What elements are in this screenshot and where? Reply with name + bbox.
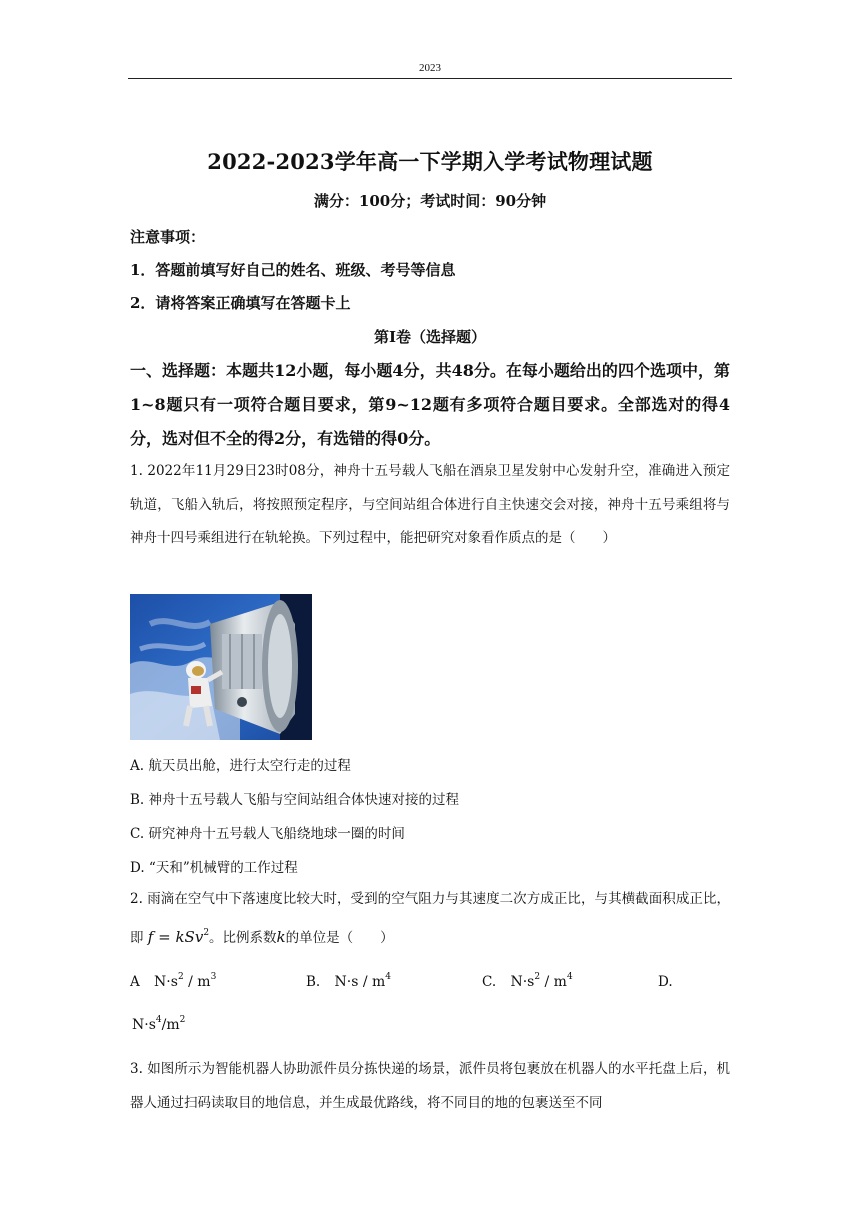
question-3-stem: 3. 如图所示为智能机器人协助派件员分拣快递的场景，派件员将包裹放在机器人的水平托盘上后，机器人通过扫码读取目的地信息，并生成最优路线，将不同目的地的包裹送至不同 bbox=[130, 1061, 730, 1111]
question-2-option-c bbox=[482, 974, 573, 990]
question-1-option-b: B. 神舟十五号载人飞船与空间站组合体快速对接的过程 bbox=[130, 792, 460, 808]
section-title: 第I卷（选择题） bbox=[373, 328, 487, 346]
formula-equals: = bbox=[153, 928, 176, 946]
formula-ksv: kSv bbox=[175, 928, 204, 946]
question-2-option-a bbox=[130, 974, 216, 990]
question-2-text-3: 的单位是（ ） bbox=[285, 930, 394, 946]
option-d-label: D. bbox=[658, 974, 673, 990]
option-a-exp1: 2 bbox=[177, 972, 184, 982]
question-2-option-d bbox=[658, 974, 673, 990]
option-c-unit: N·s bbox=[510, 974, 535, 990]
option-d-unit: N·s bbox=[132, 1017, 156, 1033]
option-b-exp2: 4 bbox=[385, 972, 392, 982]
formula-f: f bbox=[147, 928, 154, 946]
exam-title: 2022-2023学年高一下学期入学考试物理试题 bbox=[207, 149, 653, 174]
question-2-stem bbox=[130, 880, 730, 957]
question-2-option-b bbox=[306, 974, 391, 990]
variable-k: k bbox=[276, 928, 286, 946]
option-a-label: A bbox=[130, 974, 140, 990]
question-2-text-1: 2. 雨滴在空气中下落速度比较大时，受到的空气阻力与其速度二次方成正比，与其横截面积成正比，即 bbox=[130, 891, 730, 946]
notice-item-2: 2．请将答案正确填写在答题卡上 bbox=[130, 294, 351, 312]
question-1-option-c: C. 研究神舟十五号载人飞船绕地球一圈的时间 bbox=[130, 826, 405, 842]
option-d-unit2: /m bbox=[161, 1017, 180, 1033]
option-a-exp2: 3 bbox=[210, 972, 217, 982]
header-rule bbox=[128, 78, 732, 79]
question-2-option-d-unit bbox=[132, 1017, 185, 1033]
option-b-unit: N·s / m bbox=[334, 974, 386, 990]
option-b-label: B. bbox=[306, 974, 321, 990]
section-instructions: 一、选择题：本题共12小题，每小题4分，共48分。在每小题给出的四个选项中，第1~8题只有一项符合题目要求，第9~12题有多项符合题目要求。全部选对的得4分，选对但不全的得2分，有选错的得0分。 bbox=[130, 361, 730, 448]
option-c-exp2: 4 bbox=[566, 972, 573, 982]
option-d-exp2: 2 bbox=[179, 1015, 186, 1025]
option-d-exp1: 4 bbox=[155, 1015, 162, 1025]
exam-subtitle: 满分：100分；考试时间：90分钟 bbox=[313, 192, 547, 210]
question-1-stem: 1. 2022年11月29日23时08分，神舟十五号载人飞船在酒泉卫星发射中心发射升空，准确进入预定轨道，飞船入轨后，将按照预定程序，与空间站组合体进行自主快速交会对接，神舟十五号乘组将与神舟十四号乘组进行在轨轮换。下列过程中，能把研究对象看作质点的是（ ） bbox=[130, 463, 730, 546]
notice-item-1: 1．答题前填写好自己的姓名、班级、考号等信息 bbox=[130, 261, 456, 279]
option-c-label: C. bbox=[482, 974, 497, 990]
header-year: 2023 bbox=[419, 62, 441, 74]
notice-heading: 注意事项： bbox=[130, 228, 206, 246]
question-1-option-d: D. “天和”机械臂的工作过程 bbox=[130, 860, 298, 876]
formula-exponent: 2 bbox=[203, 928, 210, 938]
option-c-unit2: / m bbox=[540, 974, 567, 990]
option-a-unit: N·s bbox=[154, 974, 178, 990]
option-a-unit2: / m bbox=[183, 974, 211, 990]
question-2-text-2: 。比例系数 bbox=[209, 930, 277, 946]
question-1-option-a: A. 航天员出舱，进行太空行走的过程 bbox=[130, 758, 351, 774]
astronaut-spacewalk-image bbox=[130, 594, 312, 740]
option-c-exp1: 2 bbox=[534, 972, 541, 982]
